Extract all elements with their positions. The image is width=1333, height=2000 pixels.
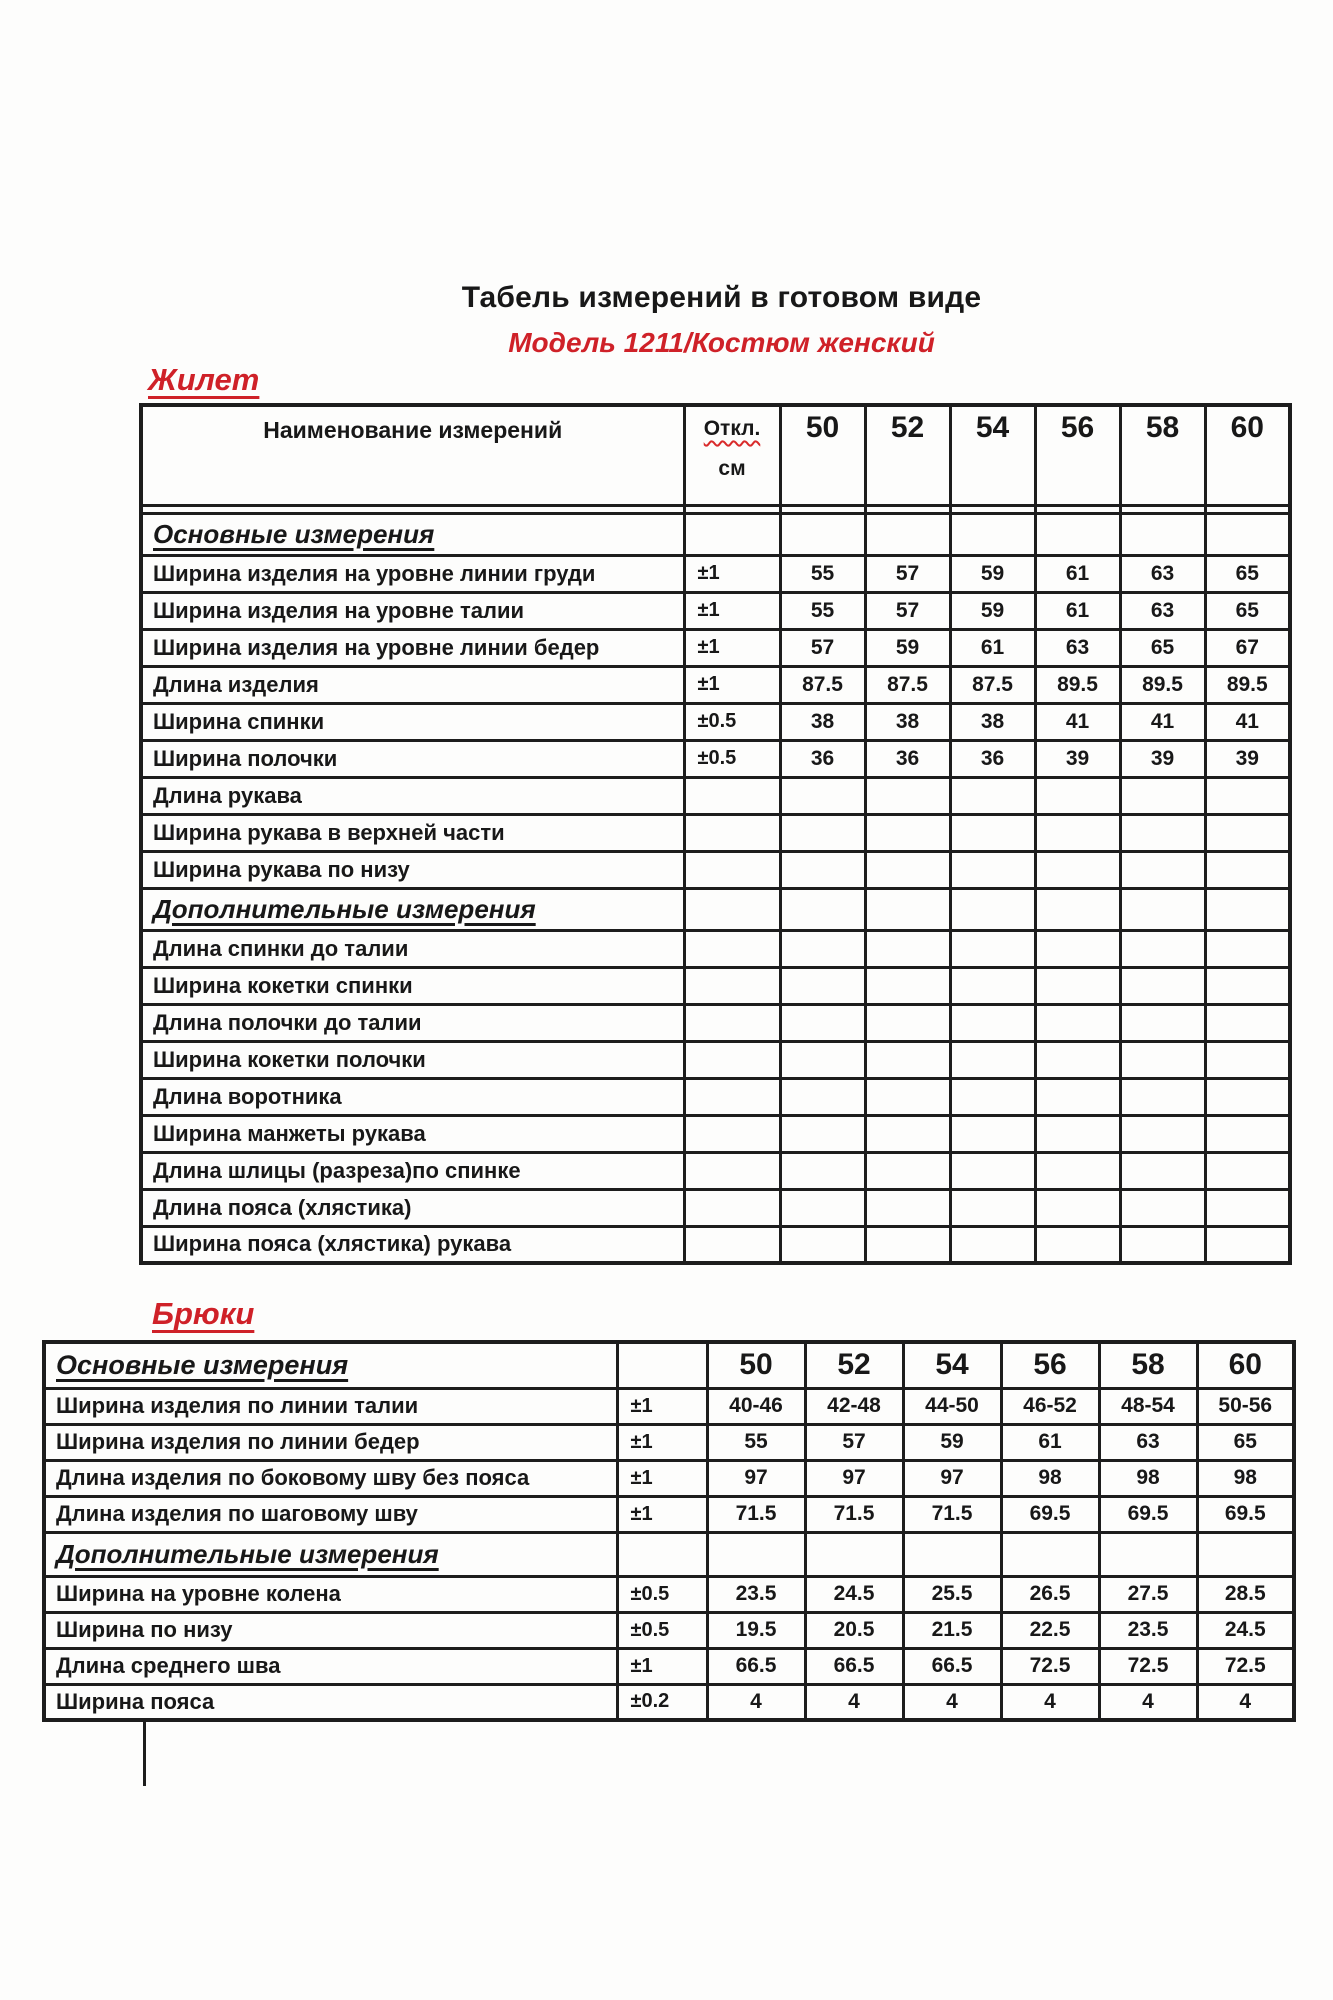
table-row [141,1189,1290,1226]
deviation-cell [617,1532,707,1576]
value-cell [1035,1041,1120,1078]
value-cell [865,1078,950,1115]
value-cell [865,1226,950,1263]
value-cell [1035,505,1120,513]
value-cell [1035,1152,1120,1189]
value-cell: 61 [1035,555,1120,592]
table-header-row [44,1342,1294,1388]
value-cell [1035,930,1120,967]
value-cell: 87.5 [865,666,950,703]
table-row [141,888,1290,930]
table-row [44,1684,1294,1720]
deviation-cell: ±1 [617,1388,707,1424]
value-cell: 46-52 [1001,1388,1099,1424]
value-cell: 69.5 [1197,1496,1294,1532]
value-cell: 36 [780,740,865,777]
value-cell: 65 [1205,555,1290,592]
value-cell: 4 [1197,1684,1294,1720]
value-cell: 57 [780,629,865,666]
value-cell: 97 [903,1460,1001,1496]
value-cell: 41 [1120,703,1205,740]
value-cell: 61 [950,629,1035,666]
vest-measurements-table [139,403,1292,1265]
row-label-cell: Ширина на уровне колена [44,1576,617,1612]
deviation-cell [684,1189,780,1226]
value-cell: 66.5 [707,1648,805,1684]
deviation-cell [684,851,780,888]
deviation-cell: ±1 [684,592,780,629]
value-cell: 69.5 [1001,1496,1099,1532]
row-label-cell: Длина изделия по боковому шву без пояса [44,1460,617,1496]
value-cell: 24.5 [805,1576,903,1612]
value-cell: 44-50 [903,1388,1001,1424]
value-cell: 61 [1001,1424,1099,1460]
deviation-cell: ±0.5 [617,1612,707,1648]
value-cell [780,851,865,888]
value-cell [1120,505,1205,513]
deviation-cell [684,967,780,1004]
size-header: 56 [1001,1342,1099,1388]
main-measurements-header: Основные измерения [44,1342,617,1388]
value-cell [1099,1532,1197,1576]
value-cell [865,513,950,555]
value-cell: 89.5 [1120,666,1205,703]
page-title: Табель измерений в готовом виде [461,281,982,314]
table-row [141,1004,1290,1041]
deviation-unit: см [718,457,746,480]
value-cell [1035,814,1120,851]
deviation-cell [684,1004,780,1041]
table-row [141,851,1290,888]
value-cell [865,967,950,1004]
value-cell [1205,1226,1290,1263]
value-cell [950,967,1035,1004]
value-cell [1035,1115,1120,1152]
value-cell: 72.5 [1001,1648,1099,1684]
value-cell: 63 [1120,555,1205,592]
value-cell: 98 [1001,1460,1099,1496]
value-cell: 21.5 [903,1612,1001,1648]
value-cell: 28.5 [1197,1576,1294,1612]
value-cell: 4 [903,1684,1001,1720]
value-cell [1120,777,1205,814]
value-cell [950,930,1035,967]
deviation-cell: ±1 [617,1460,707,1496]
value-cell: 72.5 [1099,1648,1197,1684]
table-row [141,703,1290,740]
table-row [141,666,1290,703]
value-cell: 57 [865,592,950,629]
deviation-label: Откл. [703,417,761,440]
value-cell [1205,930,1290,967]
value-cell: 87.5 [780,666,865,703]
value-cell [1120,513,1205,555]
value-cell: 72.5 [1197,1648,1294,1684]
table-row [141,1226,1290,1263]
size-header: 50 [780,405,865,505]
value-cell [1120,851,1205,888]
value-cell: 4 [707,1684,805,1720]
value-cell: 89.5 [1035,666,1120,703]
deviation-header [684,405,780,505]
row-label-cell: Ширина рукава в верхней части [141,814,684,851]
value-cell [1035,851,1120,888]
value-cell [1205,1078,1290,1115]
value-cell: 98 [1099,1460,1197,1496]
value-cell: 23.5 [707,1576,805,1612]
table-row [44,1424,1294,1460]
deviation-cell: ±0.5 [684,740,780,777]
deviation-cell: ±1 [617,1496,707,1532]
value-cell: 4 [1099,1684,1197,1720]
value-cell [865,930,950,967]
value-cell: 87.5 [950,666,1035,703]
value-cell [865,814,950,851]
deviation-cell [684,888,780,930]
row-label-cell: Длина пояса (хлястика) [141,1189,684,1226]
value-cell [865,505,950,513]
value-cell [1035,1004,1120,1041]
value-cell: 42-48 [805,1388,903,1424]
row-label-cell: Ширина изделия на уровне линии груди [141,555,684,592]
value-cell [1205,967,1290,1004]
row-label-cell: Ширина изделия по линии талии [44,1388,617,1424]
value-cell [950,1041,1035,1078]
table-row [44,1460,1294,1496]
value-cell: 61 [1035,592,1120,629]
value-cell [1120,1078,1205,1115]
value-cell [865,851,950,888]
row-label-cell: Ширина рукава по низу [141,851,684,888]
size-header: 54 [950,405,1035,505]
measurement-name-header: Наименование измерений [141,405,684,505]
deviation-cell: ±1 [684,629,780,666]
row-label-cell: Ширина полочки [141,740,684,777]
value-cell: 39 [1205,740,1290,777]
value-cell [950,1226,1035,1263]
row-label-cell: Длина изделия [141,666,684,703]
table-row [141,513,1290,555]
value-cell [780,1226,865,1263]
row-label-cell: Ширина по низу [44,1612,617,1648]
table-row [141,930,1290,967]
value-cell: 55 [707,1424,805,1460]
deviation-cell [684,505,780,513]
value-cell [780,1004,865,1041]
value-cell [865,777,950,814]
value-cell [780,505,865,513]
deviation-cell [684,814,780,851]
value-cell [1120,1189,1205,1226]
trousers-section-heading: Брюки [152,1296,255,1331]
value-cell: 59 [950,592,1035,629]
value-cell [1120,1004,1205,1041]
value-cell: 48-54 [1099,1388,1197,1424]
vest-section-heading: Жилет [148,362,260,397]
row-label-cell: Ширина изделия на уровне талии [141,592,684,629]
value-cell: 22.5 [1001,1612,1099,1648]
value-cell [1120,967,1205,1004]
value-cell: 71.5 [805,1496,903,1532]
value-cell [1035,777,1120,814]
value-cell: 38 [865,703,950,740]
value-cell [1035,1226,1120,1263]
value-cell [903,1532,1001,1576]
row-label-cell: Ширина кокетки полочки [141,1041,684,1078]
value-cell [1035,967,1120,1004]
deviation-cell [684,1041,780,1078]
value-cell: 36 [950,740,1035,777]
value-cell: 65 [1120,629,1205,666]
value-cell [1120,814,1205,851]
value-cell [1205,1115,1290,1152]
trousers-measurements-table [42,1340,1296,1722]
value-cell: 65 [1197,1424,1294,1460]
value-cell [1120,1226,1205,1263]
value-cell: 4 [1001,1684,1099,1720]
size-header: 60 [1197,1342,1294,1388]
stray-cursor-mark [143,1722,146,1786]
value-cell [950,777,1035,814]
row-label-cell: Длина рукава [141,777,684,814]
value-cell: 71.5 [903,1496,1001,1532]
table-row [141,592,1290,629]
deviation-cell: ±1 [684,555,780,592]
value-cell [1120,888,1205,930]
value-cell: 41 [1205,703,1290,740]
size-header: 52 [805,1342,903,1388]
value-cell: 59 [950,555,1035,592]
value-cell: 63 [1099,1424,1197,1460]
value-cell: 55 [780,555,865,592]
value-cell [780,888,865,930]
value-cell: 23.5 [1099,1612,1197,1648]
value-cell [1035,513,1120,555]
value-cell [865,1041,950,1078]
value-cell [780,814,865,851]
value-cell [950,1004,1035,1041]
value-cell: 41 [1035,703,1120,740]
value-cell [707,1532,805,1576]
size-header: 50 [707,1342,805,1388]
value-cell: 57 [865,555,950,592]
value-cell [865,1152,950,1189]
value-cell: 59 [865,629,950,666]
deviation-cell: ±1 [684,666,780,703]
value-cell [1205,1152,1290,1189]
value-cell [780,1041,865,1078]
value-cell [1205,814,1290,851]
size-header: 60 [1205,405,1290,505]
deviation-cell [684,1115,780,1152]
value-cell: 19.5 [707,1612,805,1648]
value-cell: 55 [780,592,865,629]
value-cell: 89.5 [1205,666,1290,703]
row-label-cell: Дополнительные измерения [44,1532,617,1576]
value-cell [950,1189,1035,1226]
deviation-header-empty [617,1342,707,1388]
value-cell [950,1152,1035,1189]
value-cell [1120,1041,1205,1078]
row-label-cell [141,505,684,513]
value-cell: 66.5 [805,1648,903,1684]
value-cell [1205,1189,1290,1226]
deviation-cell: ±0.5 [684,703,780,740]
value-cell [950,505,1035,513]
value-cell [865,1189,950,1226]
value-cell [1205,1041,1290,1078]
value-cell: 36 [865,740,950,777]
value-cell [1205,777,1290,814]
row-label-cell: Дополнительные измерения [141,888,684,930]
value-cell: 25.5 [903,1576,1001,1612]
value-cell [950,814,1035,851]
value-cell: 67 [1205,629,1290,666]
value-cell: 59 [903,1424,1001,1460]
value-cell [1001,1532,1099,1576]
value-cell [950,851,1035,888]
size-header: 54 [903,1342,1001,1388]
deviation-cell [684,930,780,967]
row-label-cell: Длина шлицы (разреза)по спинке [141,1152,684,1189]
value-cell: 27.5 [1099,1576,1197,1612]
deviation-cell: ±0.2 [617,1684,707,1720]
value-cell: 63 [1120,592,1205,629]
value-cell: 97 [707,1460,805,1496]
value-cell: 98 [1197,1460,1294,1496]
row-label-cell: Длина спинки до талии [141,930,684,967]
value-cell [1197,1532,1294,1576]
row-label-cell: Длина изделия по шаговому шву [44,1496,617,1532]
deviation-cell: ±1 [617,1648,707,1684]
value-cell [780,777,865,814]
size-header: 52 [865,405,950,505]
value-cell [950,888,1035,930]
value-cell [865,1115,950,1152]
table-row [141,1152,1290,1189]
value-cell: 24.5 [1197,1612,1294,1648]
value-cell: 26.5 [1001,1576,1099,1612]
deviation-cell [684,1152,780,1189]
deviation-cell [684,1226,780,1263]
value-cell [1035,1189,1120,1226]
table-row [44,1496,1294,1532]
value-cell [1205,1004,1290,1041]
value-cell: 71.5 [707,1496,805,1532]
value-cell [1205,505,1290,513]
value-cell [780,513,865,555]
value-cell: 69.5 [1099,1496,1197,1532]
value-cell [1205,888,1290,930]
value-cell [950,1078,1035,1115]
value-cell [865,1004,950,1041]
value-cell [1035,1078,1120,1115]
value-cell: 65 [1205,592,1290,629]
row-label-cell: Основные измерения [141,513,684,555]
value-cell [1205,851,1290,888]
value-cell [1205,513,1290,555]
table-row [44,1648,1294,1684]
deviation-cell: ±1 [617,1424,707,1460]
value-cell [780,1152,865,1189]
value-cell [780,967,865,1004]
deviation-cell [684,513,780,555]
value-cell [950,1115,1035,1152]
row-label-cell: Длина воротника [141,1078,684,1115]
table-row [141,814,1290,851]
deviation-cell [684,777,780,814]
row-label-cell: Ширина манжеты рукава [141,1115,684,1152]
size-header: 58 [1120,405,1205,505]
table-row [44,1532,1294,1576]
table-row [141,1041,1290,1078]
deviation-cell: ±0.5 [617,1576,707,1612]
table-row [141,777,1290,814]
table-row [141,629,1290,666]
value-cell: 57 [805,1424,903,1460]
value-cell: 40-46 [707,1388,805,1424]
value-cell [1120,930,1205,967]
value-cell [780,930,865,967]
value-cell: 66.5 [903,1648,1001,1684]
table-row [141,740,1290,777]
table-row [141,555,1290,592]
table-row [141,1078,1290,1115]
value-cell [780,1115,865,1152]
value-cell: 4 [805,1684,903,1720]
row-label-cell: Ширина пояса (хлястика) рукава [141,1226,684,1263]
value-cell [865,888,950,930]
value-cell: 20.5 [805,1612,903,1648]
row-label-cell: Ширина спинки [141,703,684,740]
page-subtitle: Модель 1211/Костюм женский [508,327,935,358]
size-header: 58 [1099,1342,1197,1388]
table-row [141,505,1290,513]
value-cell: 38 [950,703,1035,740]
table-row [141,967,1290,1004]
value-cell [950,513,1035,555]
value-cell: 63 [1035,629,1120,666]
value-cell: 38 [780,703,865,740]
row-label-cell: Ширина изделия по линии бедер [44,1424,617,1460]
table-row [141,1115,1290,1152]
value-cell [1120,1152,1205,1189]
value-cell [1120,1115,1205,1152]
table-row [44,1612,1294,1648]
table-row [44,1388,1294,1424]
deviation-cell [684,1078,780,1115]
row-label-cell: Ширина пояса [44,1684,617,1720]
value-cell: 39 [1120,740,1205,777]
row-label-cell: Ширина кокетки спинки [141,967,684,1004]
row-label-cell: Длина среднего шва [44,1648,617,1684]
value-cell: 39 [1035,740,1120,777]
value-cell [805,1532,903,1576]
value-cell [780,1078,865,1115]
value-cell: 97 [805,1460,903,1496]
table-row [44,1576,1294,1612]
value-cell [1035,888,1120,930]
row-label-cell: Ширина изделия на уровне линии бедер [141,629,684,666]
value-cell: 50-56 [1197,1388,1294,1424]
row-label-cell: Длина полочки до талии [141,1004,684,1041]
table-header-row [141,405,1290,505]
value-cell [780,1189,865,1226]
size-header: 56 [1035,405,1120,505]
